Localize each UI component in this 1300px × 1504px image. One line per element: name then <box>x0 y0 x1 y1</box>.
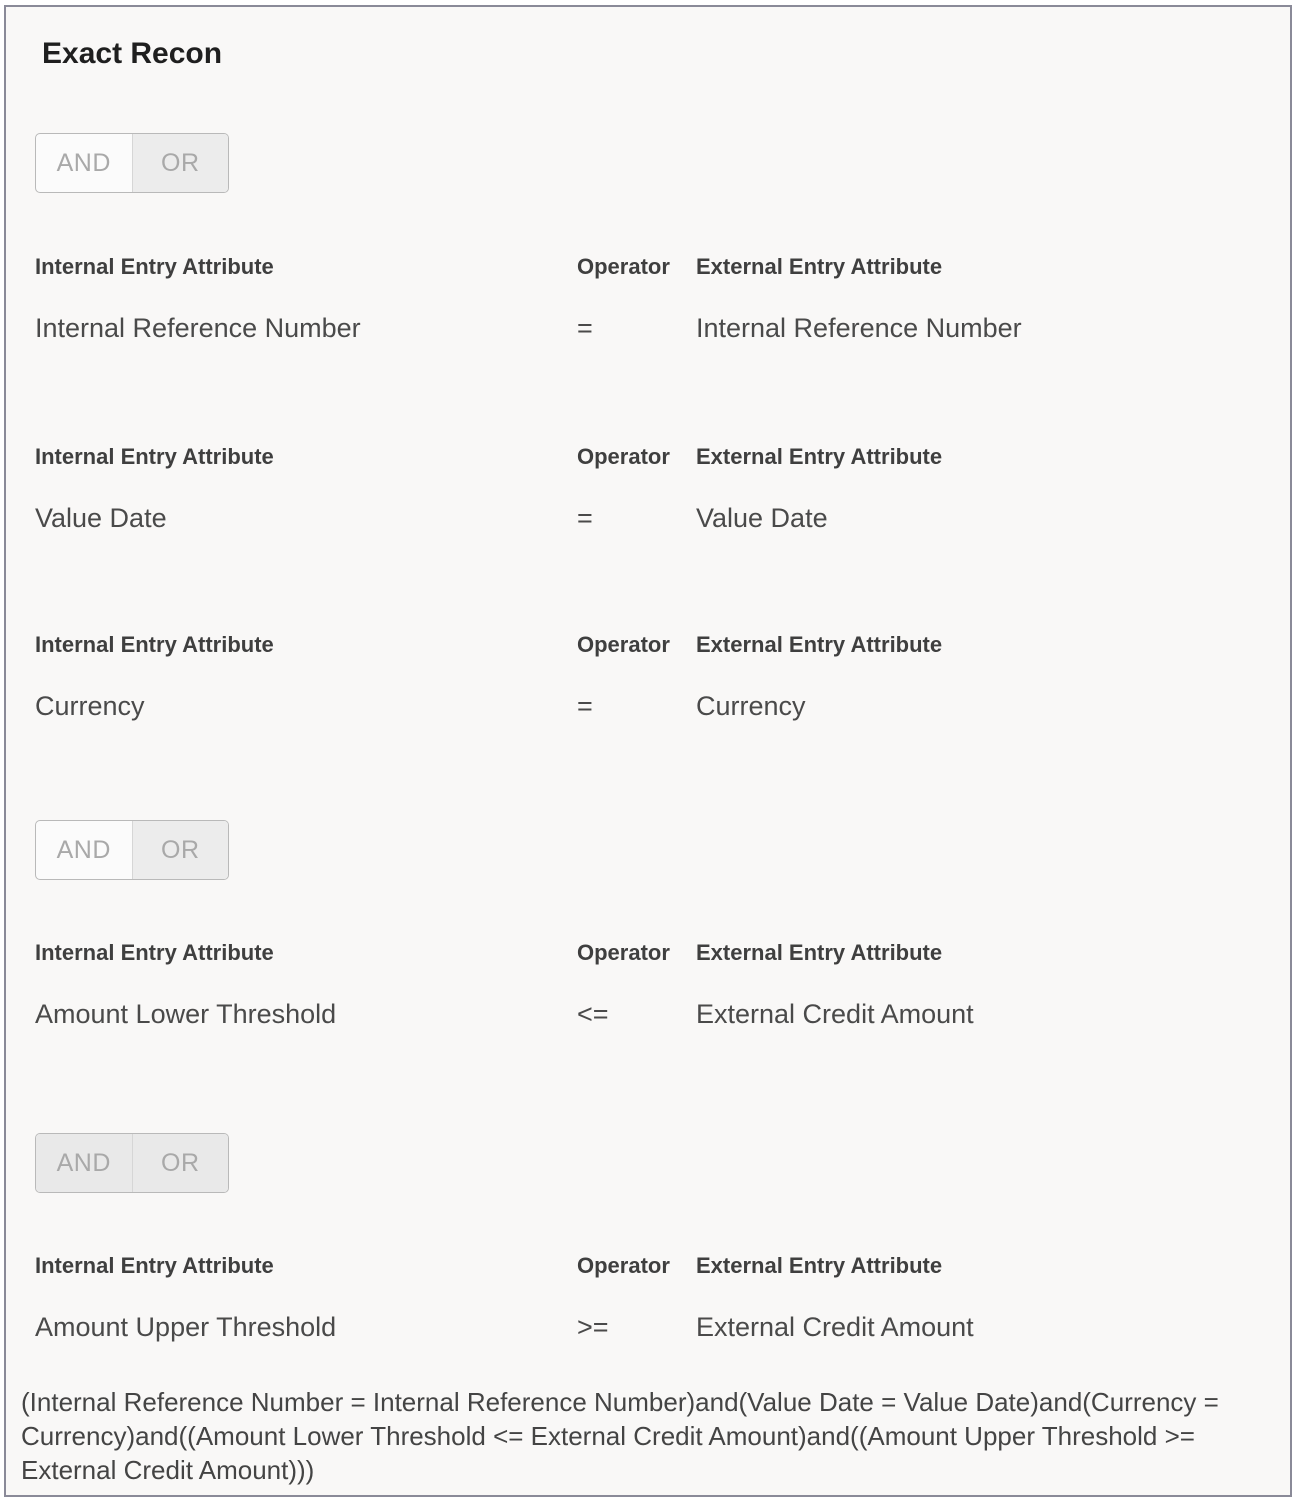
internal-attribute-header: Internal Entry Attribute <box>35 444 274 469</box>
operator-value: = <box>577 503 593 533</box>
internal-attribute-header: Internal Entry Attribute <box>35 940 274 965</box>
operator-header: Operator <box>577 940 670 965</box>
toggle-and-option[interactable]: AND <box>36 134 133 192</box>
operator-header: Operator <box>577 254 670 279</box>
and-or-toggle-2[interactable] <box>35 820 229 880</box>
internal-attribute-header: Internal Entry Attribute <box>35 1253 274 1278</box>
internal-attribute-value: Internal Reference Number <box>35 313 361 343</box>
internal-attribute-value: Amount Upper Threshold <box>35 1312 337 1342</box>
and-or-toggle-3[interactable] <box>35 1133 229 1193</box>
external-attribute-header: External Entry Attribute <box>696 632 943 657</box>
operator-header: Operator <box>577 632 670 657</box>
toggle-and-option[interactable]: AND <box>36 1134 133 1192</box>
internal-attribute-header: Internal Entry Attribute <box>35 632 274 657</box>
external-attribute-value: External Credit Amount <box>696 999 974 1029</box>
internal-attribute-value: Currency <box>35 691 145 721</box>
operator-value: = <box>577 313 593 343</box>
operator-value: <= <box>577 999 609 1029</box>
external-attribute-header: External Entry Attribute <box>696 940 943 965</box>
external-attribute-header: External Entry Attribute <box>696 444 943 469</box>
exact-recon-panel <box>4 5 1292 1497</box>
external-attribute-header: External Entry Attribute <box>696 1253 943 1278</box>
rule-expression: (Internal Reference Number = Internal Reference Number)and(Value Date = Value Date)and(Currency = Currency)and((Amount Lower Threshold <= External Credit Amount)and((Amount Upper Threshold >= External Credit Amount))) <box>21 1387 1219 1485</box>
panel-title: Exact Recon <box>42 37 223 70</box>
external-attribute-header: External Entry Attribute <box>696 254 943 279</box>
toggle-or-option[interactable]: OR <box>133 134 229 192</box>
toggle-or-option[interactable]: OR <box>133 821 229 879</box>
operator-value: >= <box>577 1312 609 1342</box>
and-or-toggle-1[interactable] <box>35 133 229 193</box>
operator-header: Operator <box>577 444 670 469</box>
external-attribute-value: Value Date <box>696 503 828 533</box>
internal-attribute-value: Amount Lower Threshold <box>35 999 337 1029</box>
external-attribute-value: Currency <box>696 691 806 721</box>
external-attribute-value: External Credit Amount <box>696 1312 974 1342</box>
internal-attribute-value: Value Date <box>35 503 167 533</box>
operator-header: Operator <box>577 1253 670 1278</box>
operator-value: = <box>577 691 593 721</box>
toggle-or-option[interactable]: OR <box>133 1134 229 1192</box>
internal-attribute-header: Internal Entry Attribute <box>35 254 274 279</box>
toggle-and-option[interactable]: AND <box>36 821 133 879</box>
external-attribute-value: Internal Reference Number <box>696 313 1022 343</box>
